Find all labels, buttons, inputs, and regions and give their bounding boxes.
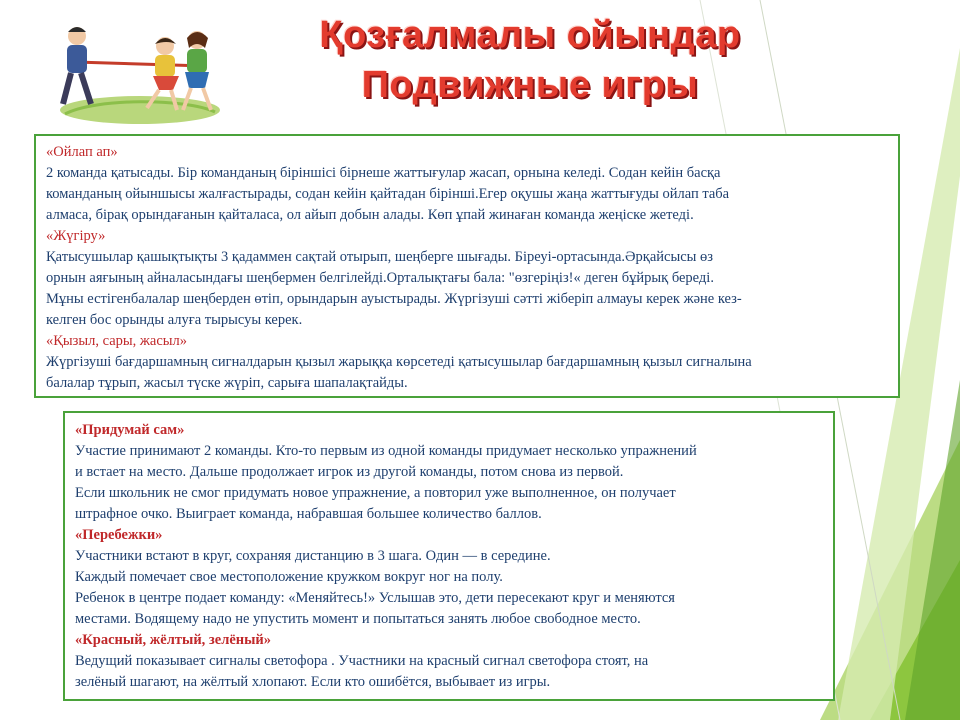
game-description-line: Участие принимают 2 команды. Кто-то первым из одной команды придумает несколько упражнений <box>75 443 697 459</box>
game-description-line: Участники встают в круг, сохраняя дистанцию в 3 шага. Один — в середине. <box>75 548 551 564</box>
kazakh-games-box <box>34 134 900 398</box>
game-description-line: Жүргізуші бағдаршамның сигналдарын қызыл жарыққа көрсетеді қатысушылар бағдаршамның қызыл сигналына <box>46 354 752 370</box>
game-description-line: орнын аяғының айналасындағы шеңбермен белгілейді.Орталықтағы бала: "өзгеріңіз!« деген бұйрық береді. <box>46 270 714 286</box>
tug-of-war-illustration <box>55 14 225 126</box>
game-description-line: команданың ойыншысы жалғастырады, содан кейін қайтадан бірінші.Егер оқушы жаңа жаттығуды ойлап таба <box>46 186 730 202</box>
game-heading: «Қызыл, сары, жасыл» <box>46 333 188 349</box>
game-heading: «Придумай сам» <box>75 422 185 438</box>
game-heading: «Жүгіру» <box>46 228 106 244</box>
game-description-line: местами. Водящему надо не упустить момент и попытаться занять любое свободное место. <box>75 611 641 627</box>
game-heading: «Красный, жёлтый, зелёный» <box>75 632 272 648</box>
game-description-line: Ребенок в центре подает команду: «Меняйтесь!» Услышав это, дети пересекают круг и меняются <box>75 590 675 606</box>
game-heading: «Ойлап ап» <box>46 144 118 160</box>
game-description-line: балалар тұрып, жасыл түске жүріп, сарыға шапалақтайды. <box>46 375 408 391</box>
game-description-line: 2 команда қатысады. Бір команданың біріншісі бірнеше жаттығулар жасап, орнына келеді. Содан кейін басқа <box>46 165 721 181</box>
game-description-line: штрафное очко. Выиграет команда, набравшая большее количество баллов. <box>75 506 542 522</box>
game-description-line: Если школьник не смог придумать новое упражнение, а повторил уже выполненное, он получает <box>75 485 676 501</box>
game-description-line: Мұны естігенбалалар шеңберден өтіп, орындарын ауыстырады. Жүргізуші сәтті жіберіп алмауы керек және кез- <box>46 291 742 307</box>
title-russian: Подвижные игры <box>361 64 699 106</box>
game-description-line: келген бос орынды алуға тырысуы керек. <box>46 312 303 328</box>
game-description-line: зелёный шагают, на жёлтый хлопают. Если кто ошибётся, выбывает из игры. <box>75 674 551 690</box>
russian-games-box <box>63 411 835 701</box>
game-description-line: Қатысушылар қашықтықты 3 қадаммен сақтай отырып, шеңберге шығады. Біреуі-ортасында.Әрқайсысы өз <box>46 249 713 265</box>
game-description-line: Ведущий показывает сигналы светофора . Участники на красный сигнал светофора стоят, на <box>75 653 649 669</box>
game-heading: «Перебежки» <box>75 527 163 543</box>
title-kazakh: Қозғалмалы ойындар <box>319 14 741 56</box>
game-description-line: Каждый помечает свое местоположение кружком вокруг ног на полу. <box>75 569 503 585</box>
game-description-line: и встает на место. Дальше продолжает игрок из другой команды, потом снова из первой. <box>75 464 624 480</box>
game-description-line: алмаса, бірақ орындағанын қайталаса, ол айып добын алады. Көп ұпай жинаған команда жеңіске жетеді. <box>46 207 694 223</box>
